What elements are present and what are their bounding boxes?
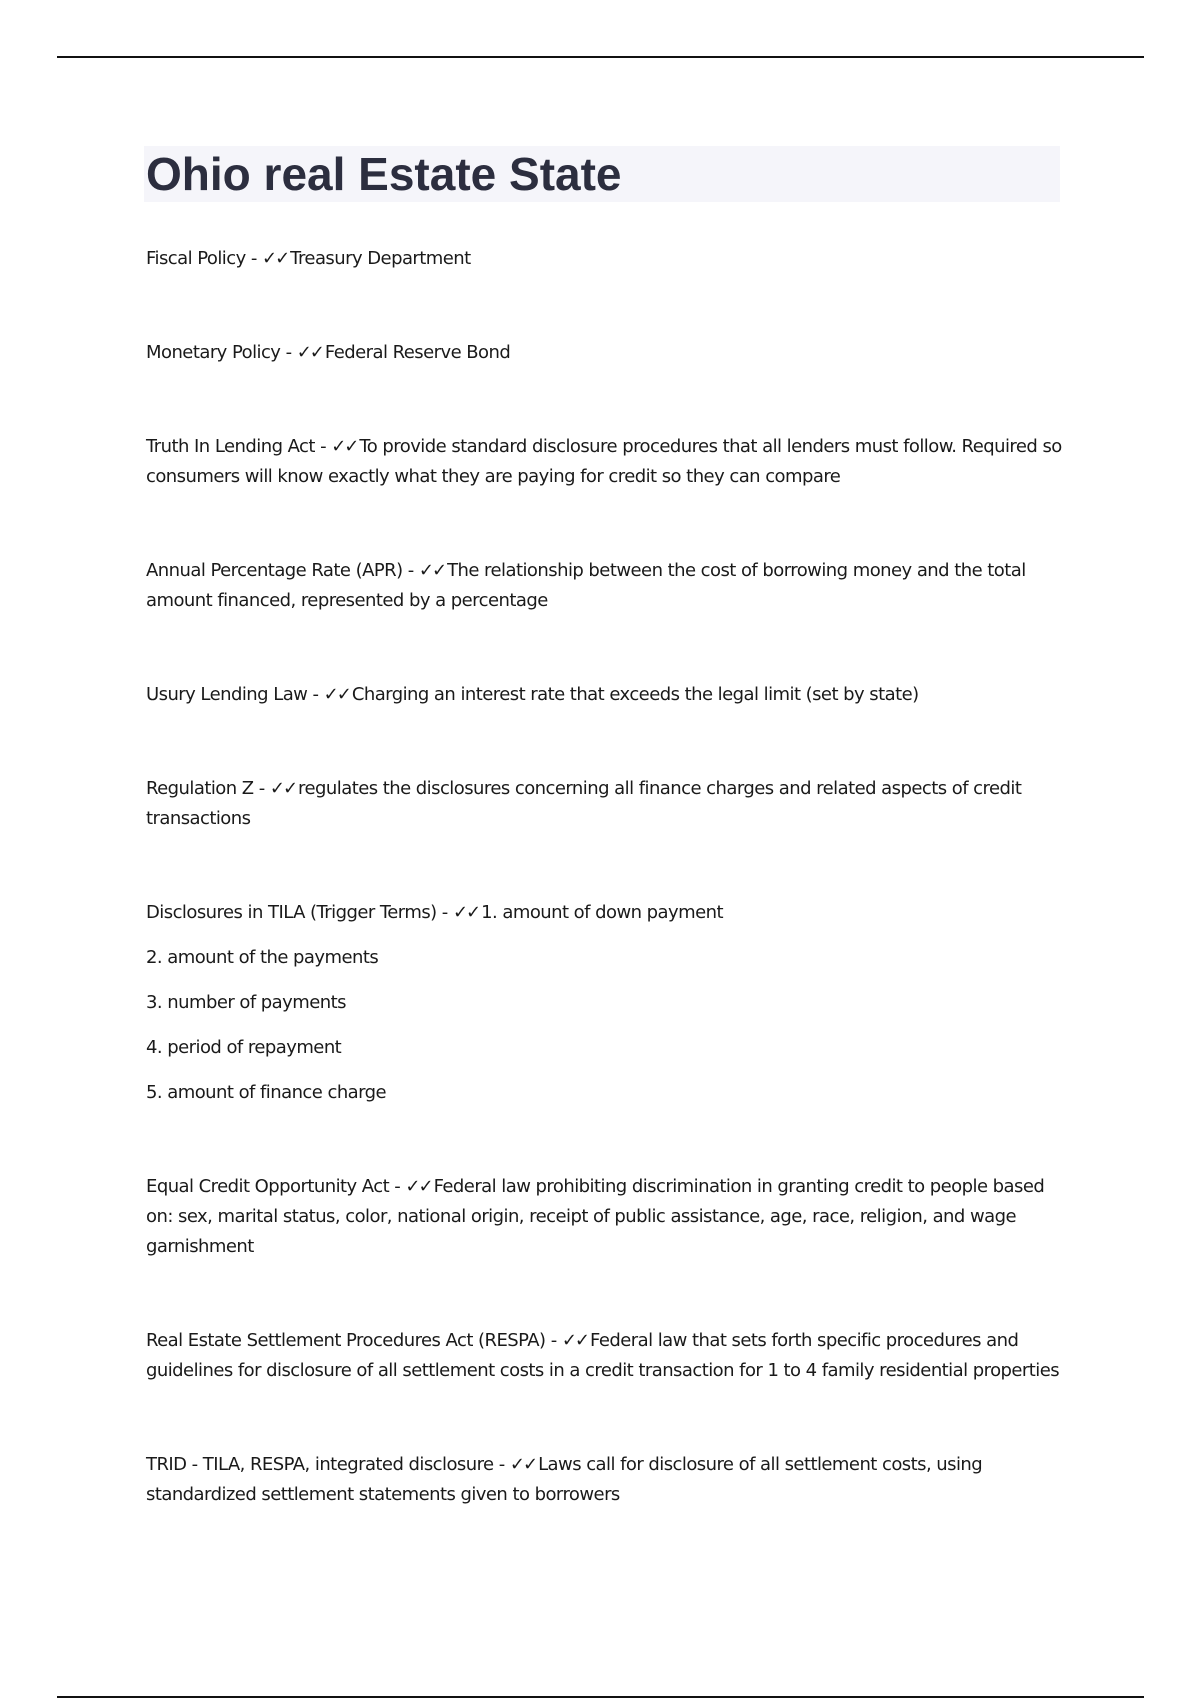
entry-term: Equal Credit Opportunity Act: [146, 1176, 390, 1197]
entry-line: [146, 774, 1066, 834]
double-check-icon: ✓✓: [561, 1330, 589, 1351]
entry-fiscal-policy: [146, 244, 1066, 274]
double-check-icon: ✓✓: [331, 436, 358, 457]
entry-term: Annual Percentage Rate (APR): [146, 560, 403, 581]
separator: -: [253, 778, 270, 799]
entry-line: [146, 432, 1066, 492]
entry-line: [146, 1326, 1066, 1386]
entry-line: [146, 898, 1066, 928]
trigger-term-item: 5. amount of finance charge: [146, 1082, 387, 1103]
double-check-icon: ✓✓: [296, 342, 323, 363]
separator: -: [389, 1176, 406, 1197]
entry-definition: 1. amount of down payment: [481, 902, 723, 923]
flashcard-list: [146, 244, 1066, 1574]
entry-definition: Charging an interest rate that exceeds the legal limit (set by state): [351, 684, 919, 705]
separator: -: [307, 684, 324, 705]
entry-term: Disclosures in TILA (Trigger Terms): [146, 902, 437, 923]
entry-line: [146, 1172, 1066, 1262]
entry-definition: The relationship between the cost of borrowing money and the total amount financed, represented by a percentage: [146, 560, 1026, 611]
entry-line: [146, 338, 1066, 368]
entry-definition: Federal Reserve Bond: [324, 342, 511, 363]
entry-term: Truth In Lending Act: [146, 436, 315, 457]
entry-monetary-policy: [146, 338, 1066, 368]
double-check-icon: ✓✓: [405, 1176, 432, 1197]
separator: -: [280, 342, 297, 363]
entry-definition: Treasury Department: [290, 248, 471, 269]
entry-line: [146, 556, 1066, 616]
entry-definition: Federal law prohibiting discrimination in granting credit to people based on: sex, marital status, color, national origin, receipt of public assistance, age, race, religion, and wage garnishment: [146, 1176, 1045, 1257]
bottom-divider: [57, 1696, 1144, 1698]
entry-term: Usury Lending Law: [146, 684, 308, 705]
separator: -: [545, 1330, 562, 1351]
separator: -: [436, 902, 453, 923]
double-check-icon: ✓✓: [509, 1454, 537, 1475]
separator: -: [314, 436, 332, 457]
entry-term: TRID - TILA, RESPA, integrated disclosure: [146, 1454, 494, 1475]
entry-definition: Federal law that sets forth specific procedures and guidelines for disclosure of all settlement costs in a credit transaction for 1 to 4 family residential properties: [146, 1330, 1060, 1381]
entry-truth-in-lending-act: [146, 432, 1066, 492]
entry-term: Monetary Policy: [146, 342, 281, 363]
page-title: Ohio real Estate State: [146, 148, 622, 200]
separator: -: [493, 1454, 510, 1475]
entry-annual-percentage-rate: [146, 556, 1066, 616]
entry-definition: To provide standard disclosure procedures that all lenders must follow. Required so consumers will know exactly what they are paying for credit so they can compare: [146, 436, 1062, 487]
double-check-icon: ✓✓: [452, 902, 480, 923]
entry-equal-credit-opportunity-act: [146, 1172, 1066, 1262]
trigger-term-item: 3. number of payments: [146, 992, 346, 1013]
trigger-term-item: 2. amount of the payments: [146, 947, 379, 968]
double-check-icon: ✓✓: [262, 248, 289, 269]
entry-disclosures-in-tila: [146, 898, 1066, 1108]
entry-respa: [146, 1326, 1066, 1386]
top-divider: [57, 56, 1144, 58]
entry-regulation-z: [146, 774, 1066, 834]
title-banner: [144, 146, 1060, 202]
separator: -: [245, 248, 262, 269]
entry-term: Fiscal Policy: [146, 248, 246, 269]
entry-line: [146, 244, 1066, 274]
entry-term: Real Estate Settlement Procedures Act (RESPA): [146, 1330, 546, 1351]
entry-line: [146, 1450, 1066, 1510]
entry-line: [146, 680, 1066, 710]
double-check-icon: ✓✓: [269, 778, 297, 799]
double-check-icon: ✓✓: [323, 684, 350, 705]
double-check-icon: ✓✓: [418, 560, 446, 581]
entry-term: Regulation Z: [146, 778, 254, 799]
entry-definition: regulates the disclosures concerning all finance charges and related aspects of credit transactions: [146, 778, 1022, 829]
separator: -: [402, 560, 419, 581]
trigger-term-item: 4. period of repayment: [146, 1037, 342, 1058]
entry-trid: [146, 1450, 1066, 1510]
entry-definition: Laws call for disclosure of all settlement costs, using standardized settlement statements given to borrowers: [146, 1454, 983, 1505]
entry-usury-lending-law: [146, 680, 1066, 710]
